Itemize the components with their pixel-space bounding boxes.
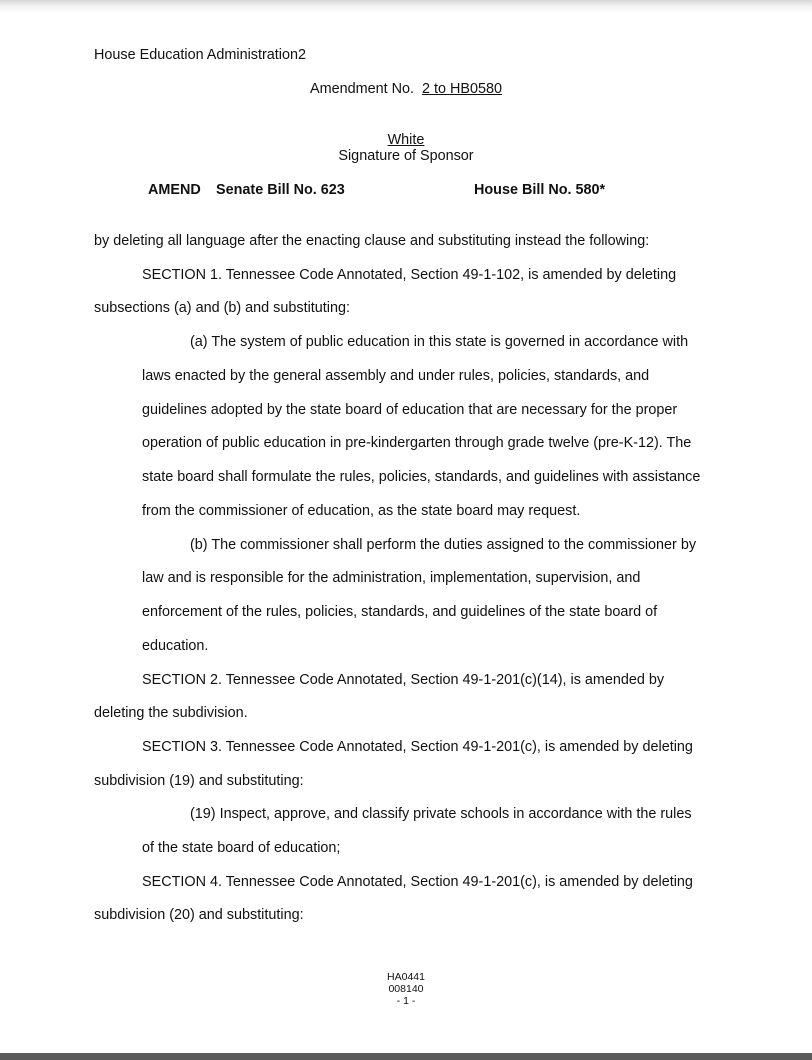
viewer-bottom-bar [0, 1053, 812, 1060]
sponsor-name: White [387, 132, 425, 148]
body-line: deleting the subdivision. [94, 705, 248, 721]
body-line: of the state board of education; [142, 840, 341, 856]
body-line: subsections (a) and (b) and substituting: [94, 300, 350, 316]
body-line: SECTION 4. Tennessee Code Annotated, Section 49-1-201(c), is amended by deleting [142, 874, 693, 890]
body-line: by deleting all language after the enacting clause and substituting instead the following: [94, 233, 650, 249]
footer-code-1: HA0441 [387, 971, 425, 983]
senate-bill-number: Senate Bill No. 623 [216, 182, 345, 198]
body-line: operation of public education in pre-kindergarten through grade twelve (pre-K-12). The [142, 435, 692, 451]
footer-page-number: - 1 - [396, 995, 416, 1007]
committee-name: House Education Administration2 [94, 47, 306, 63]
body-line: guidelines adopted by the state board of education that are necessary for the proper [142, 402, 678, 418]
body-line: enforcement of the rules, policies, standards, and guidelines of the state board of [142, 604, 658, 620]
body-line: from the commissioner of education, as the state board may request. [142, 503, 581, 519]
body-line: SECTION 3. Tennessee Code Annotated, Section 49-1-201(c), is amended by deleting [142, 739, 693, 755]
body-line: laws enacted by the general assembly and under rules, policies, standards, and [142, 368, 650, 384]
amendment-value: 2 to HB0580 [421, 81, 502, 97]
amendment-prefix: Amendment No. [310, 81, 414, 97]
body-line: (b) The commissioner shall perform the duties assigned to the commissioner by [190, 537, 697, 553]
body-line: subdivision (19) and substituting: [94, 773, 304, 789]
body-line: subdivision (20) and substituting: [94, 907, 304, 923]
body-line: SECTION 2. Tennessee Code Annotated, Section 49-1-201(c)(14), is amended by [142, 672, 665, 688]
amend-label: AMEND [148, 182, 201, 198]
body-line: (a) The system of public education in this state is governed in accordance with [190, 334, 689, 350]
amendment-number [0, 81, 812, 98]
body-line: state board shall formulate the rules, policies, standards, and guidelines with assistance [142, 469, 701, 485]
body-line: (19) Inspect, approve, and classify private schools in accordance with the rules [190, 806, 692, 822]
body-line: education. [142, 638, 209, 654]
footer-code-2: 008140 [388, 983, 424, 995]
sponsor-caption: Signature of Sponsor [338, 148, 474, 164]
house-bill-number: House Bill No. 580* [474, 182, 606, 198]
body-line: law and is responsible for the administration, implementation, supervision, and [142, 570, 641, 586]
body-line: SECTION 1. Tennessee Code Annotated, Section 49-1-102, is amended by deleting [142, 267, 677, 283]
